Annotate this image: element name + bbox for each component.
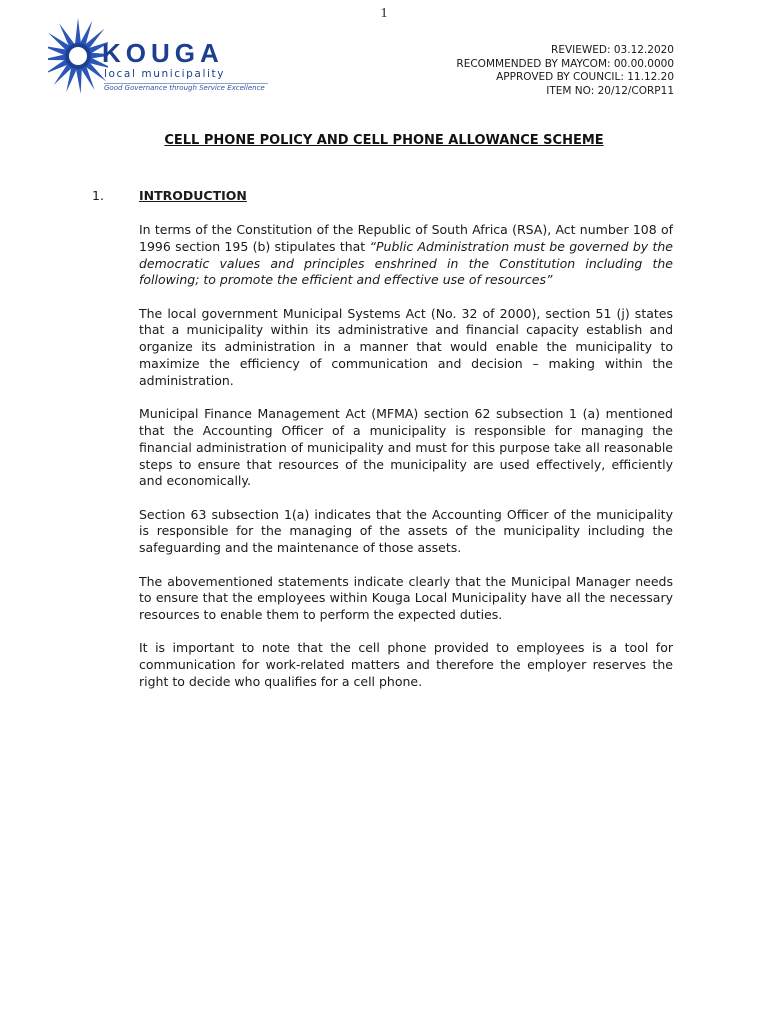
paragraph-section-63: Section 63 subsection 1(a) indicates that the Accounting Officer of the municipality is responsible for the managing of the assets of the municipality including the safeguarding and the maintenance of those assets. xyxy=(139,506,673,556)
paragraph-constitution-quote: “Public Administration must be governed by the democratic values and principles enshrined in the Constitution including the following; to promote the efficient and effective use of resources” xyxy=(139,238,673,288)
logo-name: KOUGA xyxy=(102,38,224,68)
logo-tagline: Good Governance through Service Excellence xyxy=(104,84,265,92)
section-heading: INTRODUCTION xyxy=(139,188,247,203)
kouga-logo xyxy=(48,16,278,96)
paragraph-cell-phone-tool: It is important to note that the cell phone provided to employees is a tool for communication for work-related matters and therefore the employer reserves the right to decide who qualifies for a cell phone. xyxy=(139,640,673,690)
sun-emblem-icon xyxy=(48,16,108,96)
page-number: 1 xyxy=(380,6,388,21)
paragraph-systems-act: The local government Municipal Systems Act (No. 32 of 2000), section 51 (j) states that a municipality within its administrative and financial capacity establish and organize its administration in a manner that would enable the municipality to maximize the efficiency of communication and decision – making within the administration. xyxy=(139,305,673,388)
document-title: CELL PHONE POLICY AND CELL PHONE ALLOWANCE SCHEME xyxy=(164,133,604,148)
recommended-date: RECOMMENDED BY MAYCOM: 00.00.0000 xyxy=(456,57,674,70)
paragraph-constitution xyxy=(139,222,673,289)
document-metadata xyxy=(456,44,674,98)
section-number: 1. xyxy=(92,188,104,203)
document-body xyxy=(139,222,673,707)
paragraph-constitution-intro: In terms of the Constitution of the Republic of South Africa (RSA), Act number 108 of 1996 section 195 (b) stipulates that xyxy=(139,222,673,254)
reviewed-date: REVIEWED: 03.12.2020 xyxy=(551,44,674,56)
paragraph-municipal-manager: The abovementioned statements indicate clearly that the Municipal Manager needs to ensure that the employees within Kouga Local Municipality have all the necessary resources to enable them to perform the expected duties. xyxy=(139,573,673,623)
paragraph-mfma: Municipal Finance Management Act (MFMA) section 62 subsection 1 (a) mentioned that the Accounting Officer of a municipality is responsible for managing the financial administration of municipality and must for this purpose take all reasonable steps to ensure that resources of the municipality are used effectively, efficiently and economically. xyxy=(139,406,673,489)
item-number: ITEM NO: 20/12/CORP11 xyxy=(546,84,674,97)
approved-date: APPROVED BY COUNCIL: 11.12.20 xyxy=(496,71,674,83)
logo-subtitle: local municipality xyxy=(104,68,226,80)
